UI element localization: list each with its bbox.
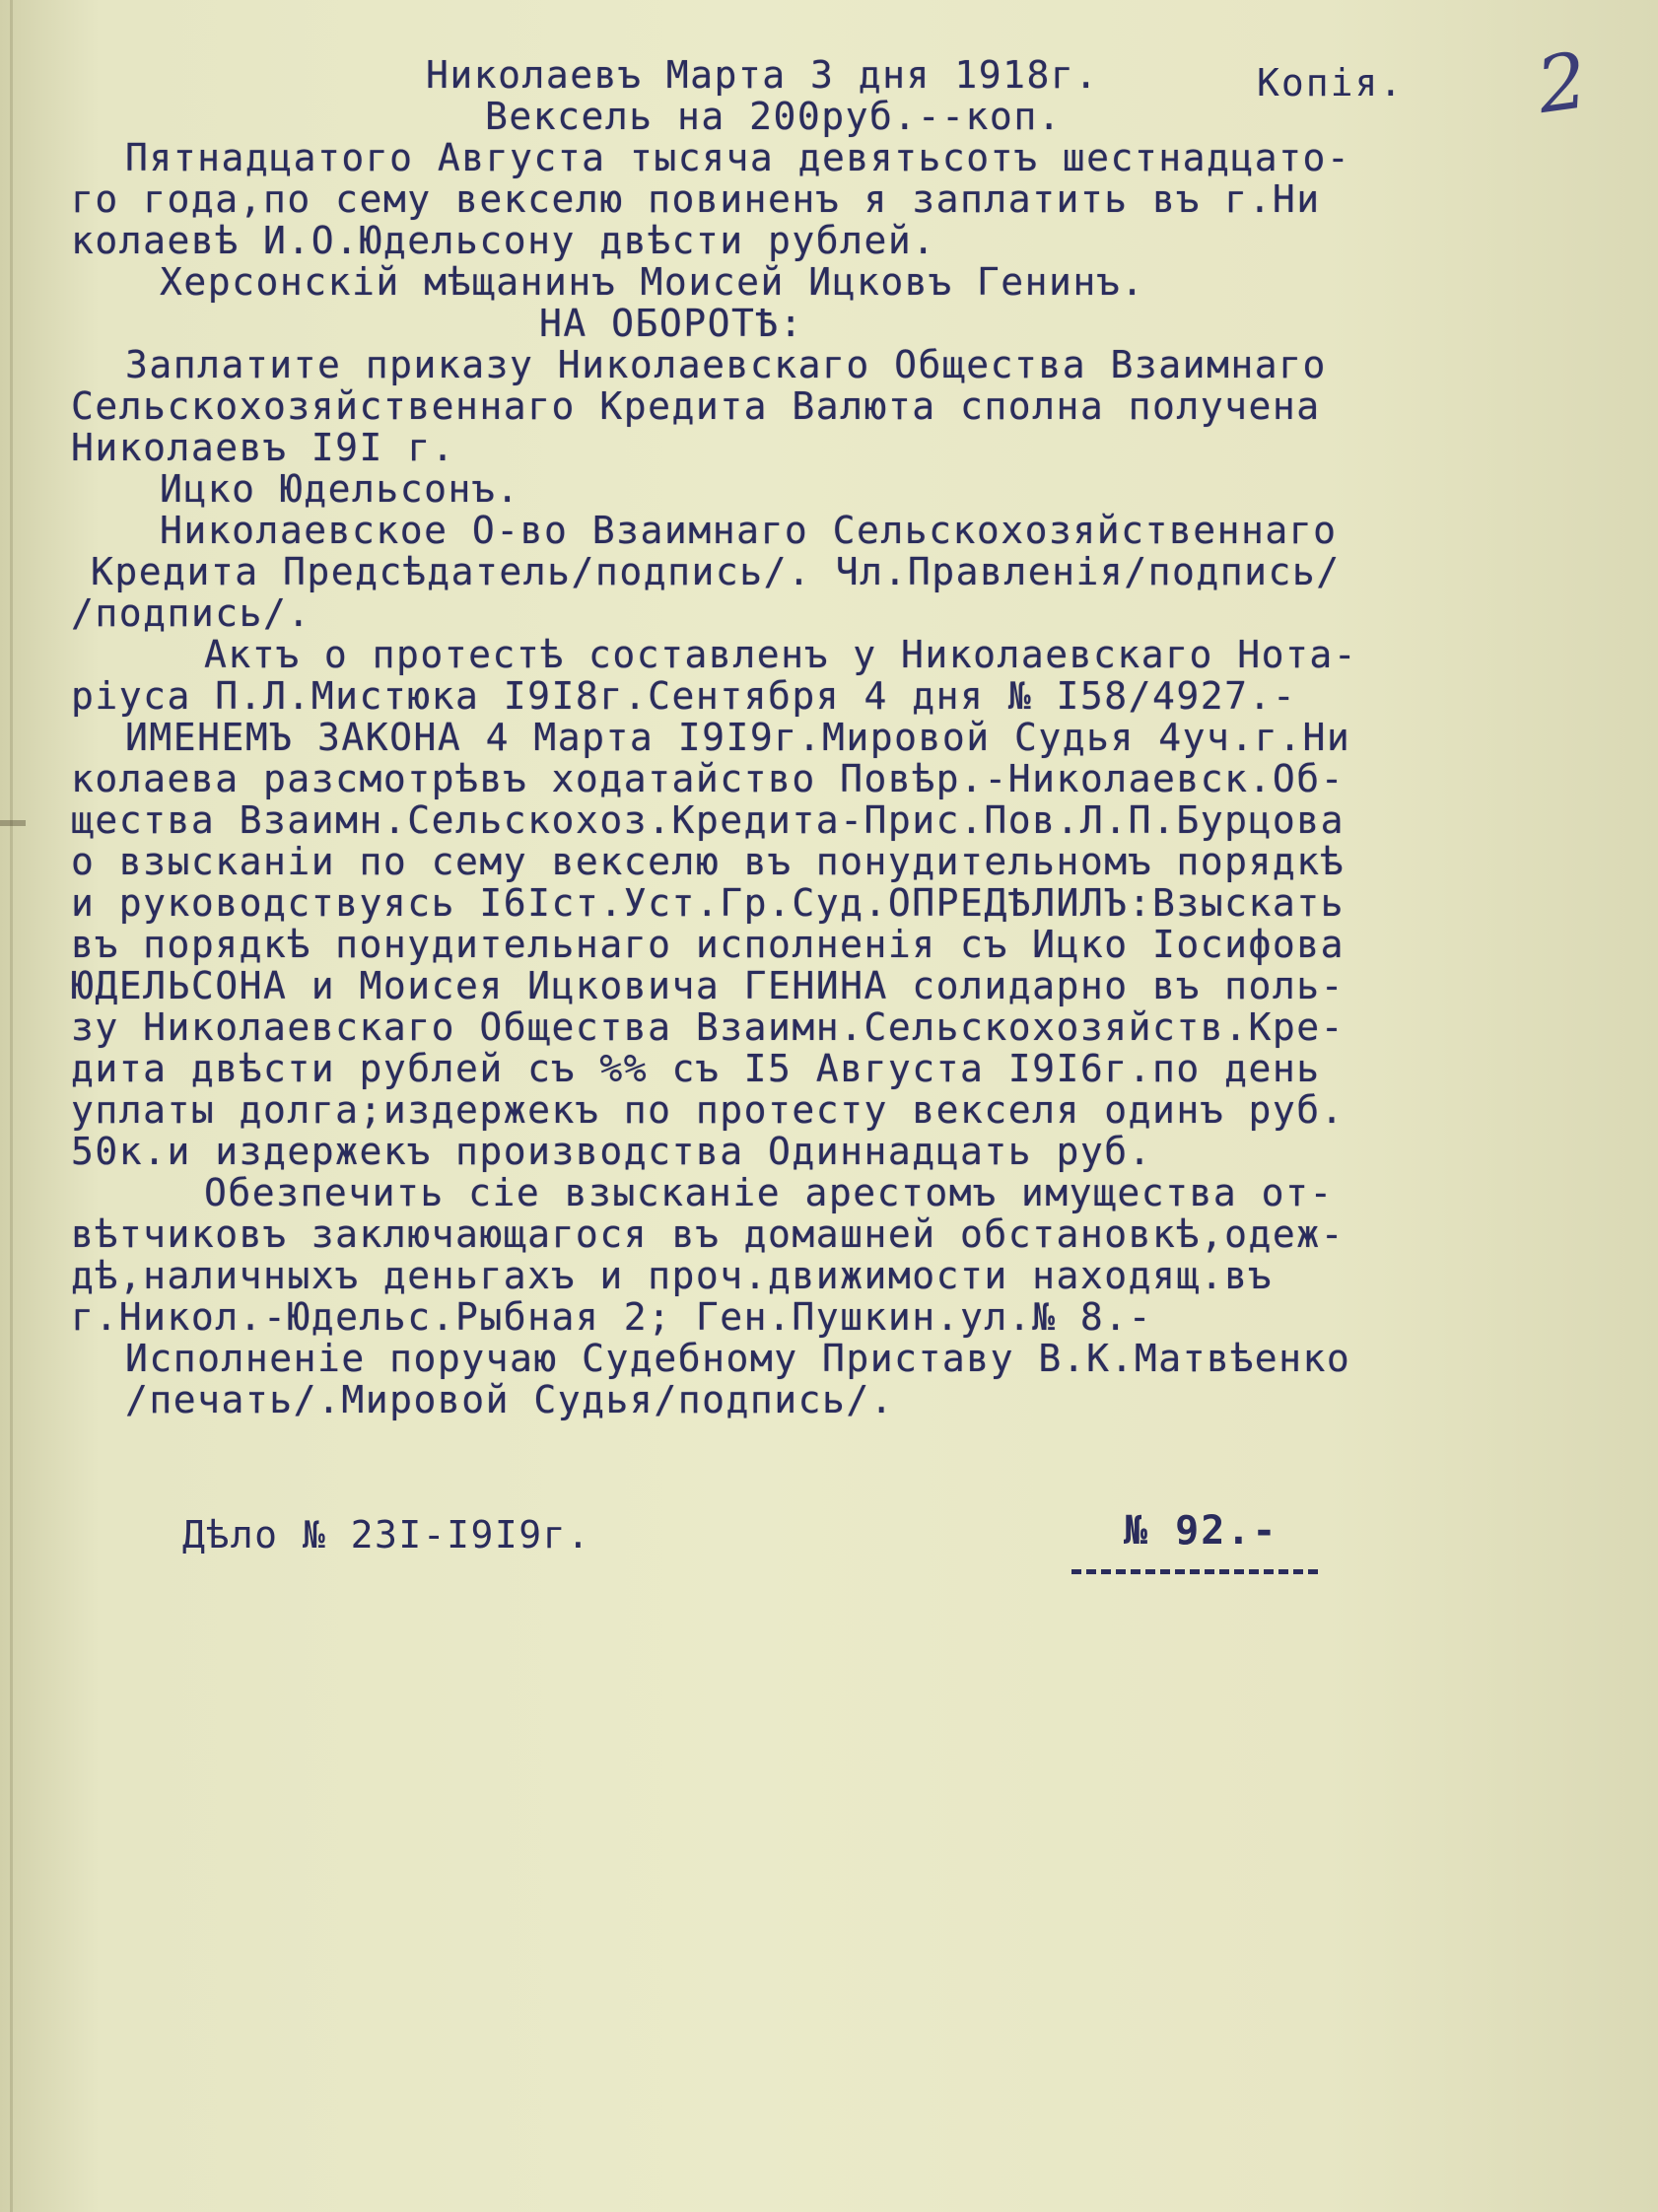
handwritten-page-number: 2 xyxy=(1531,35,1593,132)
document-line: уплаты долга;издержекъ по протесту векселя одинъ руб. xyxy=(71,1088,1346,1132)
document-line: Заплатите приказу Николаевскаго Общества Взаимнаго xyxy=(125,343,1327,386)
document-line: въ порядкѣ понудительнаго исполненія съ Ицко Іосифова xyxy=(71,923,1346,966)
document-line: /печать/.Мировой Судья/подпись/. xyxy=(125,1378,895,1421)
document-line: Николаевъ Марта 3 дня 1918г. xyxy=(426,53,1099,97)
document-line: колаевѣ И.О.Юдельсону двѣсти рублей. xyxy=(71,219,936,262)
document-line: Актъ о протестѣ составленъ у Николаевскаго Нота- xyxy=(204,633,1358,676)
document-line: ИМЕНЕМЪ ЗАКОНА 4 Марта I9I9г.Мировой Судья 4уч.г.Ни xyxy=(125,716,1351,759)
document-line: 50к.и издержекъ производства Одиннадцать руб. xyxy=(71,1130,1153,1173)
document-line: НА ОБОРОТѢ: xyxy=(539,302,804,345)
document-line: Исполненіе поручаю Судебному Приставу В.К.Матвѣенко xyxy=(125,1337,1351,1380)
document-line: Вексель на 200руб.--коп. xyxy=(485,95,1063,138)
document-line: Сельскохозяйственнаго Кредита Валюта сполна получена xyxy=(71,384,1321,428)
document-line: Николаевское О-во Взаимнаго Сельскохозяйственнаго xyxy=(160,509,1338,552)
document-line: и руководствуясь I6Iст.Уст.Гр.Суд.ОПРЕДѢЛИЛЪ:Взыскать xyxy=(71,881,1346,925)
document-line: Херсонскій мѣщанинъ Моисей Ицковъ Генинъ. xyxy=(160,260,1145,304)
document-line: /подпись/. xyxy=(71,591,311,635)
document-line: Кредита Предсѣдатель/подпись/. Чл.Правленія/подпись/ xyxy=(91,550,1341,593)
document-line: Николаевъ I9I г. xyxy=(71,426,456,469)
document-body xyxy=(71,54,1609,1420)
document-line: о взысканіи по сему векселю въ понудительномъ порядкѣ xyxy=(71,840,1346,883)
document-line: вѣтчиковъ заключающагося въ домашней обстановкѣ,одеж- xyxy=(71,1212,1346,1256)
document-line: щества Взаимн.Сельскохоз.Кредита-Прис.Пов.Л.П.Бурцова xyxy=(71,798,1346,842)
document-line: г.Никол.-Юдельс.Рыбная 2; Ген.Пушкин.ул.№ 8.- xyxy=(71,1295,1153,1339)
page-edge-shadow xyxy=(10,0,13,2212)
document-line: Обезпечить сіе взысканіе арестомъ имущества от- xyxy=(204,1171,1334,1214)
document-line: колаева разсмотрѣвъ ходатайство Повѣр.-Николаевск.Об- xyxy=(71,757,1346,800)
number-underline xyxy=(1071,1569,1318,1574)
document-line: го года,по сему векселю повиненъ я заплатить въ г.Ни xyxy=(71,177,1321,221)
document-line: дита двѣсти рублей съ %% съ I5 Августа I9I6г.по день xyxy=(71,1047,1321,1090)
binding-mark xyxy=(0,820,26,826)
case-number: Дѣло № 23I-I9I9г. xyxy=(182,1513,591,1556)
copy-label: Копія. xyxy=(1257,61,1405,104)
document-line: дѣ,наличныхъ деньгахъ и проч.движимости находящ.въ xyxy=(71,1254,1273,1297)
document-line: Пятнадцатого Августа тысяча девятьсотъ шестнадцато- xyxy=(125,136,1351,179)
document-line: ЮДЕЛЬСОНА и Моисея Ицковича ГЕНИНА солидарно въ поль- xyxy=(71,964,1346,1007)
document-line: ріуса П.Л.Мистюка I9I8г.Сентября 4 дня № I58/4927.- xyxy=(71,674,1297,718)
document-line: Ицко Юдельсонъ. xyxy=(160,467,520,511)
document-line: зу Николаевскаго Общества Взаимн.Сельскохозяйств.Кре- xyxy=(71,1005,1346,1049)
document-number: № 92.- xyxy=(1124,1508,1278,1554)
